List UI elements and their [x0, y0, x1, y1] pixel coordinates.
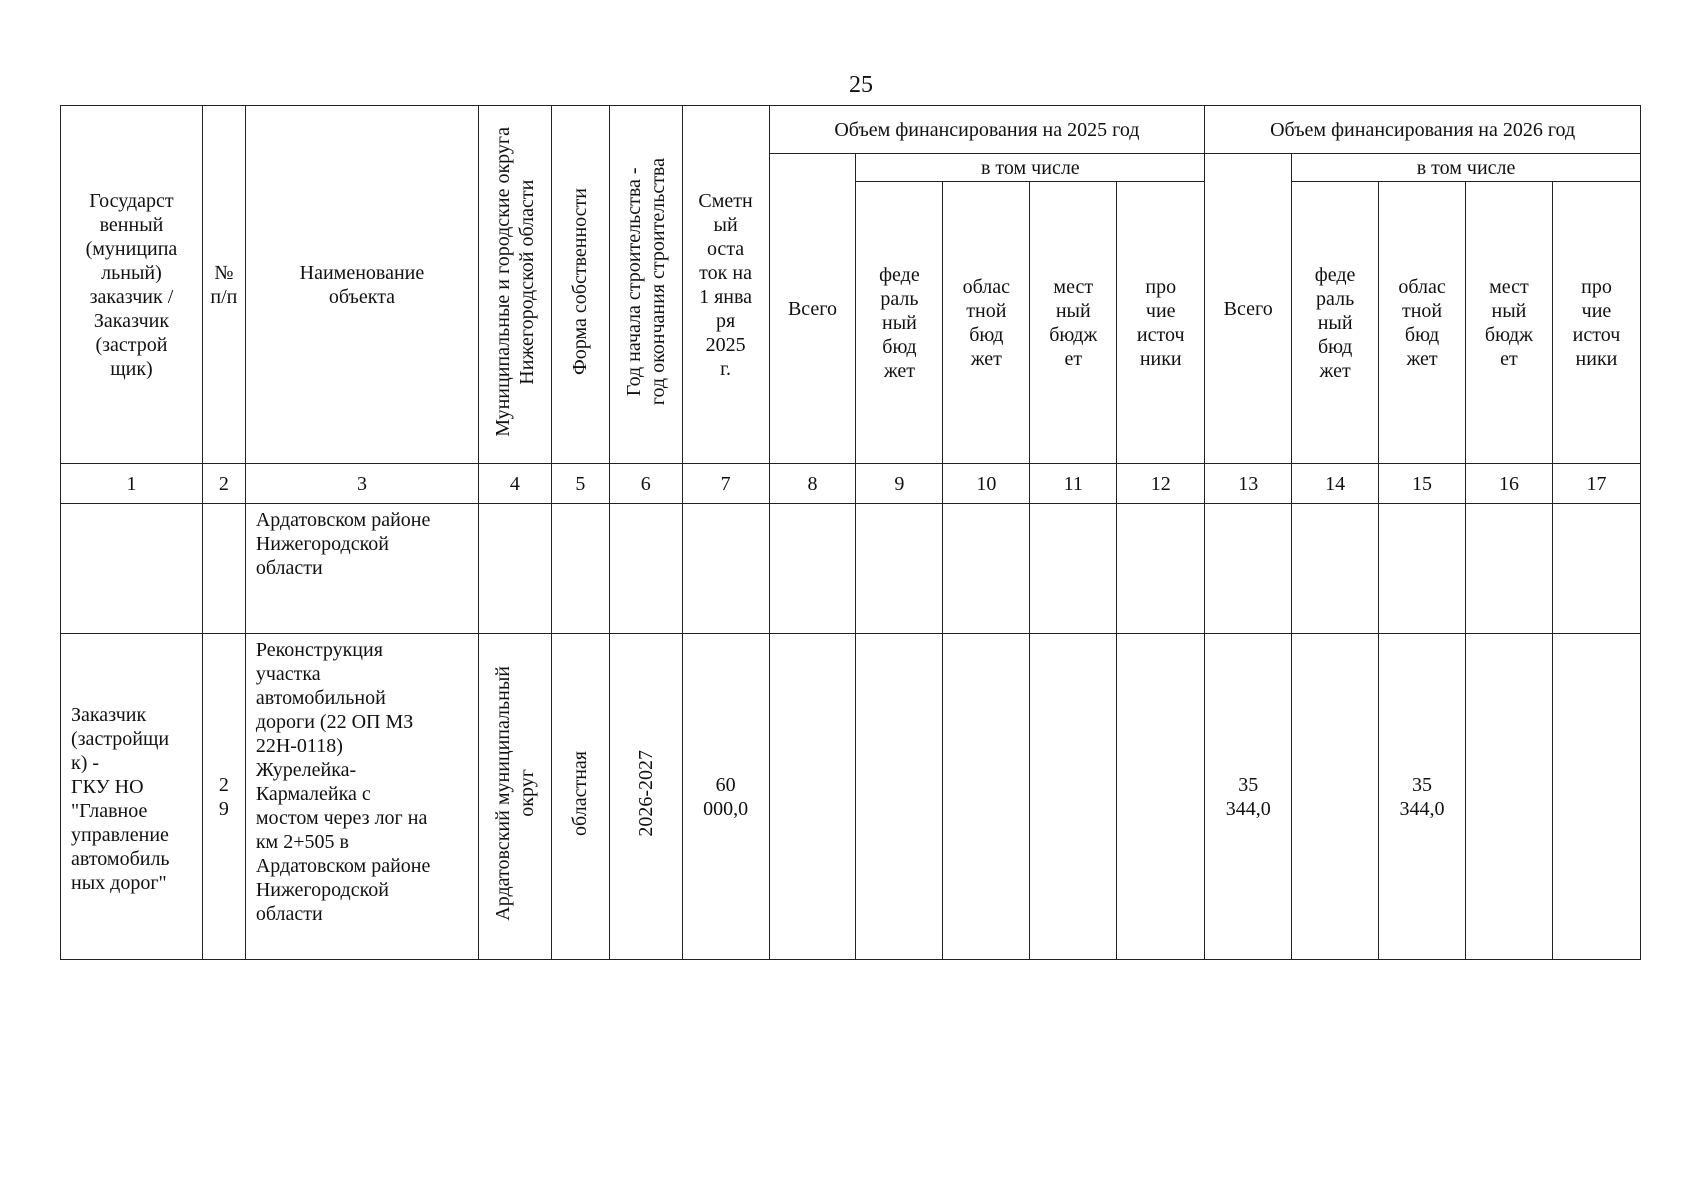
column-number-row [61, 464, 1641, 504]
column-number: 2 [202, 464, 245, 504]
cell-2026-federal [1292, 504, 1379, 634]
financing-table [60, 105, 1641, 960]
header-2026-regional-label: облас тной бюд жет [1398, 275, 1446, 370]
column-number: 12 [1117, 464, 1205, 504]
header-customer [61, 106, 203, 464]
cell-2025-regional [943, 504, 1030, 634]
header-ownership-label: Форма собственности [569, 188, 592, 375]
column-number: 14 [1292, 464, 1379, 504]
cell-years [610, 634, 683, 960]
header-remainder-label: Сметн ый оста ток на 1 янва ря 2025 г. [698, 189, 753, 380]
header-2025-including: в том числе [856, 154, 1205, 182]
cell-number [202, 504, 245, 634]
cell-2025-federal [856, 634, 943, 960]
cell-2025-total [769, 504, 856, 634]
header-2026-federal [1292, 182, 1379, 464]
cell-ownership [551, 504, 609, 634]
cell-number: 2 9 [202, 634, 245, 960]
cell-ownership-label: областная [569, 751, 592, 836]
cell-years-label: 2026-2027 [634, 750, 657, 837]
header-number-label: № п/п [210, 261, 238, 308]
column-number: 4 [479, 464, 552, 504]
header-fin-2025: Объем финансирования на 2025 год [769, 106, 1205, 154]
table-row [61, 504, 1641, 634]
cell-customer [61, 504, 203, 634]
cell-2025-other [1117, 504, 1205, 634]
cell-2026-regional [1379, 504, 1466, 634]
cell-2025-local [1030, 504, 1117, 634]
cell-2026-other [1552, 634, 1640, 960]
column-number: 16 [1466, 464, 1553, 504]
header-2026-local-label: мест ный бюдж ет [1484, 275, 1534, 370]
page-number: 25 [849, 72, 873, 98]
column-number: 11 [1030, 464, 1117, 504]
column-number: 1 [61, 464, 203, 504]
header-2025-federal-label: феде раль ный бюд жет [879, 263, 920, 382]
cell-2026-federal [1292, 634, 1379, 960]
column-number: 6 [610, 464, 683, 504]
cell-customer: Заказчик (застройщи к) - ГКУ НО "Главное управление автомобиль ных дорог" [61, 634, 203, 960]
header-2026-total: Всего [1205, 154, 1292, 464]
cell-remainder: 60 000,0 [682, 634, 769, 960]
cell-2026-local [1466, 504, 1553, 634]
header-remainder [682, 106, 769, 464]
cell-years [610, 504, 683, 634]
cell-2025-other [1117, 634, 1205, 960]
header-2026-other-label: про чие источ ники [1572, 275, 1621, 370]
cell-2025-federal [856, 504, 943, 634]
cell-object: Ардатовском районе Нижегородской области [245, 504, 478, 634]
header-years-label: Год начала строительства - год окончания строительства [622, 157, 669, 406]
header-fin-2026: Объем финансирования на 2026 год [1205, 106, 1641, 154]
header-object [245, 106, 478, 464]
cell-2026-total [1205, 504, 1292, 634]
column-number: 8 [769, 464, 856, 504]
header-2025-local [1030, 182, 1117, 464]
column-number: 15 [1379, 464, 1466, 504]
cell-2025-total [769, 634, 856, 960]
cell-object: Реконструкция участка автомобильной дороги (22 ОП МЗ 22Н-0118) Журелейка- Кармалейка с мостом через лог на км 2+505 в Ардатовском районе Нижегородской области [245, 634, 478, 960]
header-2026-regional [1379, 182, 1466, 464]
cell-district [479, 504, 552, 634]
header-object-label: Наименование объекта [299, 261, 425, 308]
column-number: 13 [1205, 464, 1292, 504]
cell-2025-local [1030, 634, 1117, 960]
cell-2026-regional: 35 344,0 [1379, 634, 1466, 960]
header-2026-federal-label: феде раль ный бюд жет [1314, 263, 1356, 382]
header-2025-local-label: мест ный бюдж ет [1049, 275, 1098, 370]
cell-2026-total: 35 344,0 [1205, 634, 1292, 960]
header-2025-regional [943, 182, 1030, 464]
column-number: 9 [856, 464, 943, 504]
header-ownership [551, 106, 609, 464]
header-district [479, 106, 552, 464]
column-number: 17 [1552, 464, 1640, 504]
cell-remainder [682, 504, 769, 634]
header-number [202, 106, 245, 464]
header-district-label: Муниципальные и городские округа Нижегородской области [491, 126, 538, 437]
cell-district-label: Ардатовский муниципальный округ [491, 666, 538, 921]
cell-2025-regional [943, 634, 1030, 960]
column-number: 5 [551, 464, 609, 504]
header-2026-other [1552, 182, 1640, 464]
header-2025-other-label: про чие источ ники [1136, 275, 1185, 370]
cell-2026-local [1466, 634, 1553, 960]
header-2026-including: в том числе [1292, 154, 1641, 182]
cell-2026-other [1552, 504, 1640, 634]
header-2025-regional-label: облас тной бюд жет [962, 275, 1011, 370]
header-2025-other [1117, 182, 1205, 464]
header-2025-federal [856, 182, 943, 464]
header-2025-total: Всего [769, 154, 856, 464]
header-years [610, 106, 683, 464]
header-2026-local [1466, 182, 1553, 464]
column-number: 10 [943, 464, 1030, 504]
cell-ownership [551, 634, 609, 960]
column-number: 7 [682, 464, 769, 504]
column-number: 3 [245, 464, 478, 504]
table-row [61, 634, 1641, 960]
cell-district [479, 634, 552, 960]
header-customer-label: Государст венный (муниципа льный) заказчик / Заказчик (застрой щик) [85, 189, 178, 380]
